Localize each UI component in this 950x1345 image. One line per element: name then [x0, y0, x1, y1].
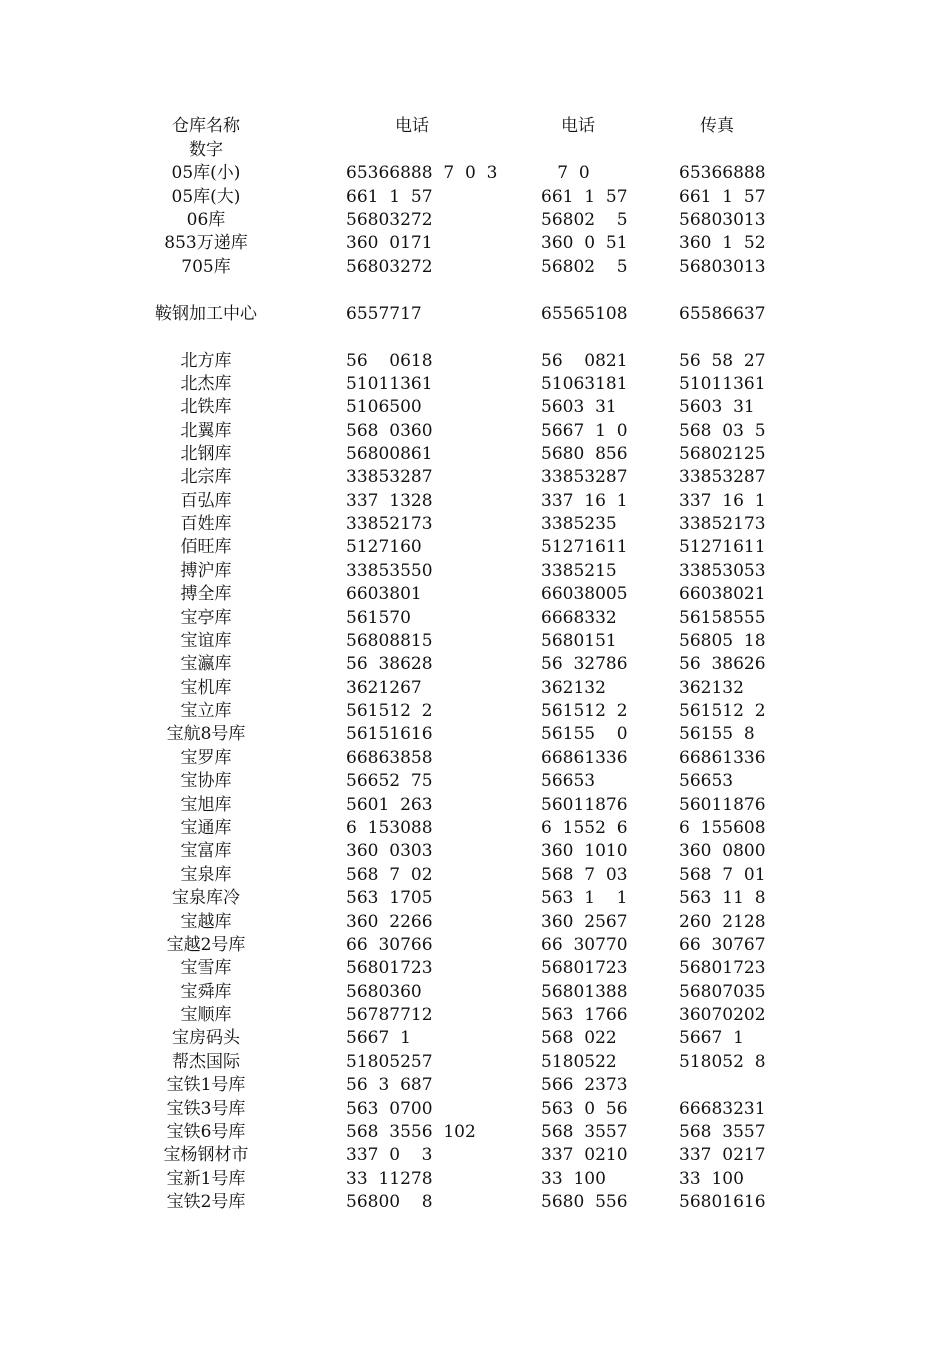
phone-1: 5667 1 [346, 1028, 411, 1048]
phone-2: 561512 2 [541, 701, 628, 721]
subheader-digits: 数字 [189, 140, 223, 160]
phone-1: 561570 [346, 608, 411, 628]
table-row [0, 794, 950, 817]
warehouse-name: 北杰库 [180, 374, 232, 394]
phone-1: 56803272 [346, 257, 433, 277]
warehouse-name: 宝谊库 [180, 631, 232, 651]
warehouse-name: 06库 [186, 210, 226, 230]
phone-1: 56652 75 [346, 771, 433, 791]
phone-2: 360 0 51 [541, 233, 628, 253]
phone-1: 56151616 [346, 724, 433, 744]
warehouse-name: 705库 [181, 257, 231, 277]
warehouse-name: 佰旺库 [180, 537, 232, 557]
phone-2: 56801388 [541, 982, 628, 1002]
warehouse-name: 宝舜库 [180, 982, 232, 1002]
warehouse-name: 宝泉库冷 [172, 888, 240, 908]
table-row [0, 1004, 950, 1027]
table-row [0, 583, 950, 606]
table-row [0, 911, 950, 934]
table-row [0, 560, 950, 583]
fax: 337 16 1 [679, 491, 766, 511]
warehouse-name: 宝铁2号库 [166, 1192, 246, 1212]
fax: 33853287 [679, 467, 766, 487]
fax: 56155 8 [679, 724, 755, 744]
warehouse-name: 搏全库 [180, 584, 232, 604]
warehouse-name: 宝航8号库 [166, 724, 246, 744]
phone-1: 5127160 [346, 537, 422, 557]
phone-2: 360 2567 [541, 912, 628, 932]
fax: 66683231 [679, 1099, 766, 1119]
phone-2: 56801723 [541, 958, 628, 978]
phone-1: 33853287 [346, 467, 433, 487]
fax: 56805 18 [679, 631, 766, 651]
warehouse-name: 05库(大) [171, 187, 241, 207]
fax: 5667 1 [679, 1028, 744, 1048]
phone-2: 6668332 [541, 608, 617, 628]
warehouse-name: 帮杰国际 [172, 1052, 240, 1072]
phone-1: 56 38628 [346, 654, 433, 674]
fax: 36070202 [679, 1005, 766, 1025]
fax: 563 11 8 [679, 888, 766, 908]
header-row [0, 115, 950, 138]
table-row [0, 256, 950, 279]
phone-1: 56 0618 [346, 351, 433, 371]
phone-2: 5680 556 [541, 1192, 628, 1212]
phone-2: 66038005 [541, 584, 628, 604]
table-row [0, 1191, 950, 1214]
phone-2: 33 100 [541, 1169, 606, 1189]
table-row [0, 957, 950, 980]
table-row [0, 840, 950, 863]
table-row [0, 373, 950, 396]
table-row [0, 350, 950, 373]
fax: 56801723 [679, 958, 766, 978]
phone-1: 337 1328 [346, 491, 433, 511]
phone-1: 56801723 [346, 958, 433, 978]
warehouse-name: 北钢库 [180, 444, 232, 464]
warehouse-name: 鞍钢加工中心 [155, 304, 257, 324]
phone-1: 56803272 [346, 210, 433, 230]
warehouse-name: 宝房码头 [172, 1028, 240, 1048]
warehouse-name: 搏沪库 [180, 561, 232, 581]
fax: 66861336 [679, 748, 766, 768]
table-row [0, 536, 950, 559]
fax: 56653 [679, 771, 734, 791]
warehouse-name: 北翼库 [180, 421, 232, 441]
phone-2: 568 022 [541, 1028, 617, 1048]
table-row [0, 700, 950, 723]
fax: 65586637 [679, 304, 766, 324]
table-row [0, 1074, 950, 1097]
table-row [0, 443, 950, 466]
header-phone-1: 电话 [395, 116, 429, 136]
warehouse-name: 宝铁1号库 [166, 1075, 246, 1095]
fax: 568 7 01 [679, 865, 766, 885]
phone-1: 6 153088 [346, 818, 433, 838]
phone-2: 661 1 57 [541, 187, 628, 207]
phone-1: 66 30766 [346, 935, 433, 955]
table-row [0, 630, 950, 653]
phone-1: 33852173 [346, 514, 433, 534]
warehouse-name: 宝富库 [180, 841, 232, 861]
warehouse-name: 宝铁3号库 [166, 1099, 246, 1119]
fax: 362132 [679, 678, 744, 698]
warehouse-name: 百弘库 [180, 491, 232, 511]
phone-1: 33853550 [346, 561, 433, 581]
table-row [0, 1168, 950, 1191]
phone-2: 566 2373 [541, 1075, 628, 1095]
phone-1: 561512 2 [346, 701, 433, 721]
phone-1: 563 1705 [346, 888, 433, 908]
warehouse-name: 北铁库 [180, 397, 232, 417]
phone-2: 362132 [541, 678, 606, 698]
warehouse-name: 宝机库 [180, 678, 232, 698]
phone-2: 7 0 [541, 163, 590, 183]
phone-2: 33853287 [541, 467, 628, 487]
table-row [0, 770, 950, 793]
phone-2: 56802 5 [541, 257, 628, 277]
table-row [0, 420, 950, 443]
warehouse-name: 05库(小) [171, 163, 241, 183]
fax: 56 58 27 [679, 351, 766, 371]
table-row [0, 513, 950, 536]
fax: 56801616 [679, 1192, 766, 1212]
fax: 518052 8 [679, 1052, 766, 1072]
fax: 561512 2 [679, 701, 766, 721]
table-row [0, 981, 950, 1004]
table-row [0, 607, 950, 630]
table-row [0, 209, 950, 232]
table-row [0, 162, 950, 185]
phone-1: 5680360 [346, 982, 422, 1002]
phone-2: 56155 0 [541, 724, 628, 744]
fax: 33853053 [679, 561, 766, 581]
fax: 56803013 [679, 210, 766, 230]
table-row [0, 1027, 950, 1050]
warehouse-name: 北方库 [180, 351, 232, 371]
phone-2: 56802 5 [541, 210, 628, 230]
phone-2: 51063181 [541, 374, 628, 394]
phone-1: 5601 263 [346, 795, 433, 815]
table-row [0, 887, 950, 910]
phone-2: 56 32786 [541, 654, 628, 674]
warehouse-name: 853万递库 [164, 233, 248, 253]
warehouse-name: 宝越库 [180, 912, 232, 932]
warehouse-name: 宝越2号库 [166, 935, 246, 955]
phone-2: 3385235 [541, 514, 617, 534]
table-row [0, 934, 950, 957]
table-row [0, 303, 950, 326]
phone-1: 337 0 3 [346, 1145, 433, 1165]
warehouse-name: 宝顺库 [180, 1005, 232, 1025]
header-warehouse-name: 仓库名称 [172, 116, 240, 136]
fax: 6 155608 [679, 818, 766, 838]
table-row [0, 466, 950, 489]
fax: 5603 31 [679, 397, 755, 417]
phone-1: 33 11278 [346, 1169, 433, 1189]
phone-1: 65366888 7 0 3 [346, 163, 498, 183]
fax: 33 100 [679, 1169, 744, 1189]
phone-1: 51805257 [346, 1052, 433, 1072]
fax: 56 38626 [679, 654, 766, 674]
table-row [0, 864, 950, 887]
fax: 33852173 [679, 514, 766, 534]
fax: 56802125 [679, 444, 766, 464]
fax: 56803013 [679, 257, 766, 277]
table-row [0, 396, 950, 419]
phone-1: 5106500 [346, 397, 422, 417]
phone-2: 3385215 [541, 561, 617, 581]
warehouse-name: 北宗库 [180, 467, 232, 487]
warehouse-name: 宝瀛库 [180, 654, 232, 674]
phone-2: 66 30770 [541, 935, 628, 955]
phone-1: 66863858 [346, 748, 433, 768]
phone-1: 6603801 [346, 584, 422, 604]
phone-2: 563 0 56 [541, 1099, 628, 1119]
phone-1: 568 3556 102 [346, 1122, 476, 1142]
phone-2: 5680 856 [541, 444, 628, 464]
fax: 56011876 [679, 795, 766, 815]
phone-1: 56808815 [346, 631, 433, 651]
fax: 66038021 [679, 584, 766, 604]
subheader-row [0, 139, 950, 162]
phone-2: 56011876 [541, 795, 628, 815]
phone-2: 5667 1 0 [541, 421, 628, 441]
phone-1: 360 2266 [346, 912, 433, 932]
warehouse-name: 宝新1号库 [166, 1169, 246, 1189]
fax: 51011361 [679, 374, 766, 394]
fax: 360 0800 [679, 841, 766, 861]
phone-1: 56 3 687 [346, 1075, 433, 1095]
fax: 56807035 [679, 982, 766, 1002]
phone-1: 360 0303 [346, 841, 433, 861]
fax: 568 3557 [679, 1122, 766, 1142]
phone-1: 3621267 [346, 678, 422, 698]
fax: 66 30767 [679, 935, 766, 955]
fax: 337 0217 [679, 1145, 766, 1165]
fax: 661 1 57 [679, 187, 766, 207]
phone-2: 563 1 1 [541, 888, 628, 908]
table-row [0, 186, 950, 209]
fax: 51271611 [679, 537, 766, 557]
fax: 260 2128 [679, 912, 766, 932]
warehouse-name: 百姓库 [180, 514, 232, 534]
phone-1: 51011361 [346, 374, 433, 394]
warehouse-name: 宝亭库 [180, 608, 232, 628]
table-row [0, 232, 950, 255]
phone-1: 563 0700 [346, 1099, 433, 1119]
phone-2: 6 1552 6 [541, 818, 628, 838]
phone-2: 56 0821 [541, 351, 628, 371]
warehouse-name: 宝泉库 [180, 865, 232, 885]
phone-2: 56653 [541, 771, 596, 791]
table-row [0, 653, 950, 676]
warehouse-name: 宝旭库 [180, 795, 232, 815]
table-row [0, 723, 950, 746]
phone-2: 360 1010 [541, 841, 628, 861]
phone-1: 360 0171 [346, 233, 433, 253]
warehouse-name: 宝立库 [180, 701, 232, 721]
table-row [0, 490, 950, 513]
fax: 568 03 5 [679, 421, 766, 441]
phone-1: 568 0360 [346, 421, 433, 441]
phone-2: 66861336 [541, 748, 628, 768]
warehouse-name: 宝通库 [180, 818, 232, 838]
fax: 360 1 52 [679, 233, 766, 253]
phone-1: 6557717 [346, 304, 422, 324]
table-row [0, 747, 950, 770]
phone-2: 5603 31 [541, 397, 617, 417]
warehouse-name: 宝雪库 [180, 958, 232, 978]
phone-2: 51271611 [541, 537, 628, 557]
fax: 56158555 [679, 608, 766, 628]
phone-1: 56800 8 [346, 1192, 433, 1212]
phone-1: 661 1 57 [346, 187, 433, 207]
warehouse-name: 宝协库 [180, 771, 232, 791]
warehouse-name: 宝铁6号库 [166, 1122, 246, 1142]
table-row [0, 817, 950, 840]
phone-1: 56800861 [346, 444, 433, 464]
phone-1: 56787712 [346, 1005, 433, 1025]
warehouse-name: 宝杨钢材市 [163, 1145, 249, 1165]
phone-2: 65565108 [541, 304, 628, 324]
phone-2: 568 7 03 [541, 865, 628, 885]
phone-2: 5180522 [541, 1052, 617, 1072]
table-row [0, 1098, 950, 1121]
phone-2: 337 16 1 [541, 491, 628, 511]
phone-2: 563 1766 [541, 1005, 628, 1025]
header-fax: 传真 [700, 116, 734, 136]
phone-1: 568 7 02 [346, 865, 433, 885]
phone-2: 568 3557 [541, 1122, 628, 1142]
phone-2: 5680151 [541, 631, 617, 651]
header-phone-2: 电话 [561, 116, 595, 136]
table-row [0, 1121, 950, 1144]
table-row [0, 677, 950, 700]
phone-2: 337 0210 [541, 1145, 628, 1165]
table-row [0, 1051, 950, 1074]
fax: 65366888 [679, 163, 766, 183]
table-row [0, 1144, 950, 1167]
warehouse-name: 宝罗库 [180, 748, 232, 768]
